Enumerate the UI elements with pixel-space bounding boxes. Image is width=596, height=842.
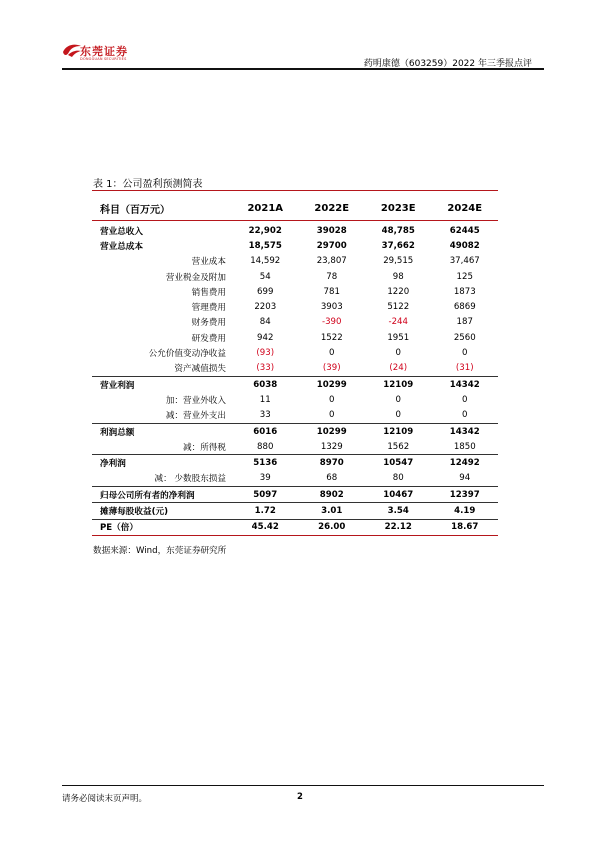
table-row bbox=[92, 503, 498, 519]
row-label: 营业税金及附加 bbox=[165, 272, 226, 283]
table-cell: 0 bbox=[462, 394, 468, 405]
table-row bbox=[92, 269, 498, 284]
table-cell: 18,575 bbox=[248, 240, 282, 251]
row-label: 归母公司所有者的净利润 bbox=[100, 490, 195, 501]
row-label: 营业总收入 bbox=[100, 226, 143, 237]
row-label: PE（倍） bbox=[100, 523, 138, 534]
table-row bbox=[92, 487, 498, 503]
table-cell-negative: (24) bbox=[389, 363, 408, 374]
table-cell: 12492 bbox=[449, 458, 480, 469]
row-label: 减：所得税 bbox=[183, 442, 226, 453]
table-cell: 84 bbox=[259, 317, 271, 328]
table-cell-negative: -390 bbox=[321, 317, 342, 328]
table-top-rule bbox=[92, 190, 498, 191]
table-cell: 187 bbox=[456, 317, 473, 328]
table-cell: 68 bbox=[326, 473, 338, 484]
table-cell: 5122 bbox=[387, 302, 410, 313]
table-row bbox=[92, 330, 498, 345]
table-cell: 1562 bbox=[387, 441, 410, 452]
column-header: 2023E bbox=[380, 202, 416, 214]
table-cell: 3.01 bbox=[321, 505, 343, 516]
table-row bbox=[92, 392, 498, 407]
table-cell: 12109 bbox=[383, 426, 414, 437]
table-row bbox=[92, 439, 498, 455]
table-cell: 29700 bbox=[316, 240, 347, 251]
table-cell: 45.42 bbox=[251, 522, 279, 533]
table-cell: 12109 bbox=[383, 379, 414, 390]
table-cell: 10299 bbox=[316, 379, 347, 390]
table-row bbox=[92, 221, 498, 239]
table-cell: 94 bbox=[459, 473, 471, 484]
profit-forecast-table bbox=[92, 196, 498, 536]
row-label: 净利润 bbox=[100, 459, 126, 470]
table-cell: 80 bbox=[392, 473, 404, 484]
table-cell: 0 bbox=[462, 348, 468, 359]
table-row bbox=[92, 455, 498, 471]
table-cell: 8970 bbox=[319, 458, 344, 469]
table-row bbox=[92, 423, 498, 439]
table-cell: 37,467 bbox=[449, 256, 480, 267]
column-header: 2021A bbox=[247, 202, 284, 214]
page-number: 2 bbox=[297, 792, 303, 802]
table-cell: 781 bbox=[323, 286, 340, 297]
table-cell: 3903 bbox=[320, 302, 343, 313]
table-cell: 1850 bbox=[453, 441, 476, 452]
logo-text: 东莞证券 bbox=[80, 45, 128, 58]
table-row bbox=[92, 361, 498, 377]
table-cell: 14342 bbox=[449, 379, 480, 390]
row-label: 减：营业外支出 bbox=[165, 411, 226, 422]
table-cell-negative: (33) bbox=[256, 363, 275, 374]
table-cell: 1951 bbox=[387, 332, 410, 343]
table-cell: 26.00 bbox=[318, 522, 346, 533]
row-label: 加：营业外收入 bbox=[165, 395, 226, 406]
column-header: 科目（百万元） bbox=[100, 204, 170, 216]
table-cell: 39 bbox=[259, 473, 271, 484]
table-cell: 18.67 bbox=[451, 522, 479, 533]
row-label: 销售费用 bbox=[191, 287, 226, 298]
table-cell-negative: (93) bbox=[256, 348, 275, 359]
table-cell: 0 bbox=[395, 394, 401, 405]
table-cell: 62445 bbox=[449, 225, 480, 236]
row-label: 公允价值变动净收益 bbox=[148, 349, 226, 360]
row-label: 减： 少数股东损益 bbox=[154, 474, 226, 485]
table-cell: 48,785 bbox=[381, 225, 415, 236]
table-cell: 37,662 bbox=[381, 240, 415, 251]
table-cell: 29,515 bbox=[383, 256, 414, 267]
row-label: 资产减值损失 bbox=[174, 364, 226, 375]
table-row bbox=[92, 471, 498, 487]
table-row bbox=[92, 345, 498, 360]
table-cell: 2560 bbox=[453, 332, 476, 343]
row-label: 营业总成本 bbox=[100, 241, 143, 252]
row-label: 研发费用 bbox=[191, 333, 226, 344]
row-label: 管理费用 bbox=[191, 303, 226, 314]
table-cell: 1220 bbox=[387, 286, 410, 297]
row-label: 摊薄每股收益(元) bbox=[100, 506, 169, 517]
table-cell: 2203 bbox=[254, 302, 277, 313]
row-label: 财务费用 bbox=[191, 318, 226, 329]
logo-icon bbox=[62, 43, 82, 58]
table-row bbox=[92, 519, 498, 535]
row-label: 营业利润 bbox=[100, 380, 135, 391]
table-cell: 11 bbox=[259, 394, 271, 405]
table-cell: 0 bbox=[329, 410, 335, 421]
table-cell: 0 bbox=[395, 348, 401, 359]
table-cell: 699 bbox=[257, 286, 274, 297]
table-cell: 0 bbox=[329, 394, 335, 405]
data-source-note: 数据来源：Wind，东莞证券研究所 bbox=[93, 546, 227, 556]
table-row bbox=[92, 299, 498, 314]
table-cell: 98 bbox=[392, 271, 404, 282]
table-cell: 49082 bbox=[449, 240, 480, 251]
table-cell: 10547 bbox=[383, 458, 414, 469]
table-cell: 78 bbox=[326, 271, 338, 282]
table-cell-negative: -244 bbox=[388, 317, 408, 328]
row-label: 营业成本 bbox=[191, 257, 226, 268]
table-cell: 12397 bbox=[449, 489, 480, 500]
header-rule bbox=[62, 68, 544, 70]
footer-disclaimer: 请务必阅读末页声明。 bbox=[62, 794, 148, 804]
table-cell: 33 bbox=[259, 410, 271, 421]
table-cell: 23,807 bbox=[316, 256, 347, 267]
table-cell: 54 bbox=[259, 271, 271, 282]
table-cell: 10467 bbox=[383, 489, 414, 500]
table-cell: 14,592 bbox=[250, 256, 281, 267]
table-cell: 1329 bbox=[320, 441, 343, 452]
table-cell: 942 bbox=[257, 332, 274, 343]
table-row bbox=[92, 315, 498, 330]
table-cell: 0 bbox=[329, 348, 335, 359]
table-cell: 1873 bbox=[453, 286, 476, 297]
table-cell: 6016 bbox=[253, 426, 278, 437]
brand-logo bbox=[62, 42, 134, 64]
table-cell: 10299 bbox=[316, 426, 347, 437]
table-cell: 0 bbox=[395, 410, 401, 421]
table-cell: 125 bbox=[456, 271, 473, 282]
table-cell: 1.72 bbox=[254, 505, 276, 516]
table-row bbox=[92, 376, 498, 392]
table-header-row bbox=[92, 196, 498, 221]
table-cell: 880 bbox=[257, 441, 274, 452]
table-cell: 6869 bbox=[453, 302, 476, 313]
table-row bbox=[92, 284, 498, 299]
report-title: 药明康德（603259）2022 年三季报点评 bbox=[363, 59, 532, 69]
table-caption: 表 1：公司盈利预测简表 bbox=[93, 179, 203, 190]
column-header: 2022E bbox=[314, 202, 350, 214]
table-row bbox=[92, 254, 498, 269]
table-cell: 4.19 bbox=[454, 505, 476, 516]
table-row bbox=[92, 408, 498, 424]
table-cell-negative: (31) bbox=[455, 363, 474, 374]
table-cell: 0 bbox=[462, 410, 468, 421]
logo-subtext: DONGGUAN SECURITIES bbox=[80, 57, 127, 61]
table-cell: 14342 bbox=[449, 426, 480, 437]
table-row bbox=[92, 238, 498, 253]
row-label: 利润总额 bbox=[100, 427, 135, 438]
table-cell-negative: (39) bbox=[322, 363, 341, 374]
column-header: 2024E bbox=[447, 202, 483, 214]
table-cell: 6038 bbox=[253, 379, 278, 390]
table-cell: 8902 bbox=[319, 489, 344, 500]
table-cell: 22,902 bbox=[248, 225, 282, 236]
table-cell: 5097 bbox=[253, 489, 278, 500]
table-cell: 1522 bbox=[320, 332, 343, 343]
footer-rule bbox=[62, 785, 544, 786]
table-cell: 39028 bbox=[316, 225, 347, 236]
table-cell: 3.54 bbox=[387, 505, 409, 516]
table-cell: 22.12 bbox=[384, 522, 412, 533]
table-cell: 5136 bbox=[253, 458, 278, 469]
